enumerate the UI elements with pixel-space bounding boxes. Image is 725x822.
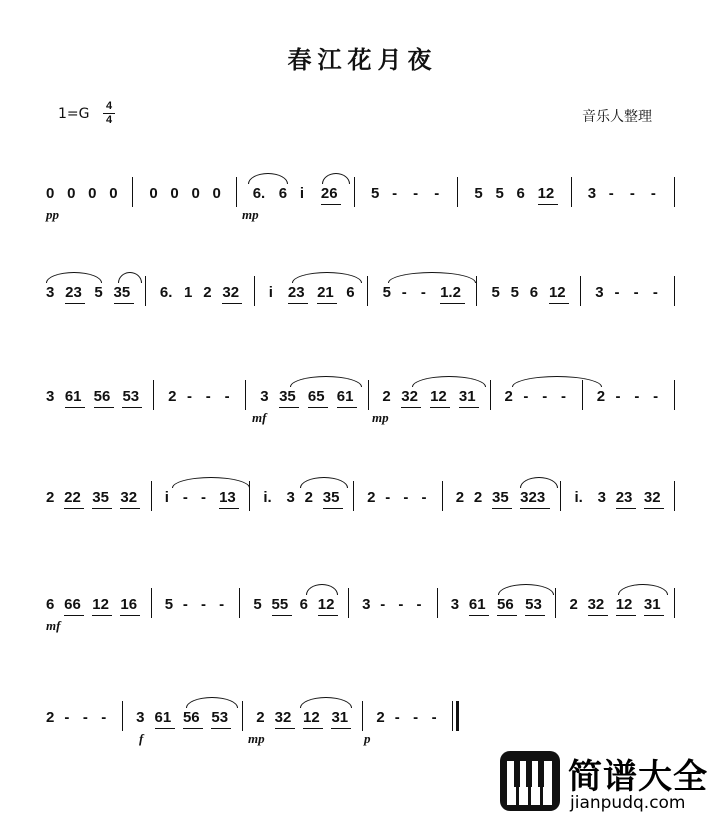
barline	[348, 588, 349, 618]
note-group: 2	[596, 388, 606, 405]
note-group: 2	[504, 388, 513, 405]
barline	[437, 588, 438, 618]
barline	[674, 276, 675, 306]
note-group: 23	[65, 284, 82, 301]
barline	[132, 177, 133, 207]
dash-sustain: -	[200, 489, 206, 506]
dash-sustain: -	[413, 185, 419, 202]
note-group: i.	[263, 489, 272, 506]
eighth-beam	[275, 728, 295, 729]
dash-sustain: -	[431, 709, 437, 726]
dynamic-marking: p	[364, 731, 371, 746]
barline	[674, 481, 675, 511]
slur-arc	[512, 376, 602, 387]
barline	[236, 177, 237, 207]
slur-arc	[300, 697, 352, 708]
eighth-beam	[64, 615, 84, 616]
dash-sustain: -	[219, 596, 225, 613]
note-group: 53	[122, 388, 140, 405]
eighth-beam	[288, 303, 308, 304]
note-group: 3	[46, 284, 55, 301]
eighth-beam	[120, 615, 140, 616]
barline	[674, 177, 675, 207]
slur-arc	[186, 697, 238, 708]
barline	[367, 276, 368, 306]
meter-bottom: 4	[105, 114, 113, 126]
barline	[245, 380, 246, 410]
note-group: 3	[597, 489, 606, 506]
slur-arc	[292, 272, 362, 283]
barline	[354, 177, 355, 207]
dash-sustain: -	[182, 596, 188, 613]
barline	[571, 177, 572, 207]
dash-sustain: -	[523, 388, 529, 405]
note-group: 56	[497, 596, 514, 613]
note-group: 32	[401, 388, 418, 405]
note-group: 2	[46, 489, 55, 506]
note-group: 0	[109, 185, 118, 202]
note-group: 6.	[252, 185, 266, 202]
dash-sustain: -	[653, 388, 659, 405]
note-group: 21	[317, 284, 334, 301]
note-group: 2	[203, 284, 212, 301]
eighth-beam	[92, 615, 112, 616]
barline	[674, 380, 675, 410]
eighth-beam	[616, 615, 636, 616]
note-group: 31	[643, 596, 661, 613]
dash-sustain: -	[542, 388, 548, 405]
eighth-beam	[65, 303, 85, 304]
note-group: 2	[168, 388, 177, 405]
eighth-beam	[492, 508, 512, 509]
eighth-beam	[430, 407, 450, 408]
barline	[555, 588, 556, 618]
dash-sustain: -	[186, 388, 192, 405]
score-title: 春江花月夜	[287, 46, 438, 74]
note-group: 0	[67, 185, 76, 202]
eighth-beam	[469, 615, 489, 616]
note-group: 61	[64, 388, 82, 405]
eighth-beam	[303, 728, 323, 729]
eighth-beam	[588, 615, 608, 616]
note-group: 5	[382, 284, 391, 301]
dash-sustain: -	[561, 388, 567, 405]
dash-sustain: -	[380, 596, 386, 613]
barline	[476, 276, 477, 306]
note-group: 3	[286, 489, 295, 506]
note-group: 22	[64, 489, 81, 506]
score-line	[0, 185, 725, 265]
note-group: 35	[322, 489, 340, 506]
note-group: 26	[320, 185, 338, 202]
note-group: 6	[346, 284, 355, 301]
eighth-beam	[525, 615, 545, 616]
note-group: 6	[299, 596, 308, 613]
note-group: 3	[362, 596, 371, 613]
dynamic-marking: mf	[46, 618, 61, 633]
note-group: 32	[274, 709, 292, 726]
note-group: 6.	[159, 284, 173, 301]
note-group: 13	[219, 489, 236, 506]
eighth-beam	[155, 728, 175, 729]
note-group: 65	[307, 388, 325, 405]
note-group: 12	[303, 709, 320, 726]
note-group: 61	[154, 709, 172, 726]
eighth-beam	[65, 407, 85, 408]
note-group: 2	[455, 489, 465, 506]
note-group: 0	[46, 185, 55, 202]
dash-sustain: -	[392, 185, 398, 202]
slur-arc	[172, 477, 250, 488]
slur-arc	[498, 584, 554, 595]
dash-sustain: -	[82, 709, 88, 726]
dash-sustain: -	[398, 596, 404, 613]
note-group: 12	[548, 284, 566, 301]
note-group: 2	[569, 596, 578, 613]
dash-sustain: -	[652, 284, 658, 301]
meter-top: 4	[105, 100, 113, 112]
note-group: 0	[212, 185, 221, 202]
dash-sustain: -	[421, 489, 427, 506]
dash-sustain: -	[634, 388, 640, 405]
dash-sustain: -	[416, 596, 422, 613]
slur-arc	[300, 477, 348, 488]
eighth-beam	[94, 407, 114, 408]
eighth-beam	[183, 728, 203, 729]
note-group: 2	[473, 489, 483, 506]
note-group: 2	[367, 489, 376, 506]
dash-sustain: -	[629, 185, 635, 202]
note-group: 53	[211, 709, 229, 726]
barline	[153, 380, 154, 410]
note-group: 0	[88, 185, 97, 202]
eighth-beam	[323, 508, 343, 509]
eighth-beam	[317, 303, 337, 304]
slur-arc	[118, 272, 142, 283]
slur-arc	[412, 376, 486, 387]
eighth-beam	[549, 303, 569, 304]
barline	[122, 701, 123, 731]
dynamic-marking: pp	[46, 207, 59, 222]
eighth-beam	[64, 508, 84, 509]
note-group: i.	[574, 489, 583, 506]
note-group: 55	[271, 596, 289, 613]
dynamic-marking: mp	[248, 731, 265, 746]
note-group: 2	[304, 489, 313, 506]
barline	[580, 276, 581, 306]
eighth-beam	[337, 407, 357, 408]
note-group: 35	[113, 284, 131, 301]
eighth-beam	[318, 615, 338, 616]
note-group: 12	[430, 388, 447, 405]
note-group: 3	[450, 596, 460, 613]
eighth-beam	[222, 303, 242, 304]
slur-arc	[46, 272, 102, 283]
eighth-beam	[644, 615, 664, 616]
note-group: 12	[615, 596, 633, 613]
note-group: 32	[643, 489, 661, 506]
barline	[490, 380, 491, 410]
note-group: 2	[376, 709, 385, 726]
eighth-beam	[616, 508, 636, 509]
note-group: 6	[278, 185, 288, 202]
note-group: 3	[46, 388, 55, 405]
barline	[457, 177, 458, 207]
barline	[145, 276, 146, 306]
dash-sustain: -	[615, 388, 621, 405]
note-group: 1	[184, 284, 193, 301]
note-group: 0	[149, 185, 158, 202]
arranger-credit: 音乐人整理	[582, 109, 652, 125]
note-group: 12	[537, 185, 555, 202]
eighth-beam	[459, 407, 479, 408]
dynamic-marking: mp	[372, 410, 389, 425]
site-watermark	[498, 749, 722, 819]
dash-sustain: -	[413, 709, 419, 726]
note-group: 31	[331, 709, 349, 726]
note-group: i	[268, 284, 273, 301]
note-group: 12	[317, 596, 335, 613]
score-line	[0, 489, 725, 569]
slur-arc	[322, 173, 350, 184]
dash-sustain: -	[650, 185, 656, 202]
slur-arc	[290, 376, 362, 387]
eighth-beam	[92, 508, 112, 509]
note-group: 5	[164, 596, 174, 613]
dash-sustain: -	[420, 284, 426, 301]
eighth-beam	[538, 204, 558, 205]
note-group: 2	[382, 388, 391, 405]
note-group: 53	[525, 596, 542, 613]
eighth-beam	[272, 615, 292, 616]
note-group: 31	[458, 388, 476, 405]
note-group: 1.2	[440, 284, 461, 301]
score-line	[0, 596, 725, 676]
barline	[254, 276, 255, 306]
note-group: 3	[136, 709, 145, 726]
score-line	[0, 388, 725, 468]
note-group: 12	[92, 596, 109, 613]
note-group: 2	[46, 709, 55, 726]
key-signature: 1=G	[58, 106, 90, 122]
note-group: 32	[120, 489, 138, 506]
dash-sustain: -	[608, 185, 614, 202]
barline	[242, 701, 243, 731]
note-group: 5	[510, 284, 519, 301]
note-group: 61	[468, 596, 486, 613]
brand-name: 简谱大全	[568, 757, 708, 797]
note-group: 6	[516, 185, 525, 202]
note-group: i	[299, 185, 304, 202]
dash-sustain: -	[434, 185, 440, 202]
dash-sustain: -	[224, 388, 230, 405]
note-group: 5	[371, 185, 380, 202]
dash-sustain: -	[401, 284, 407, 301]
note-group: 61	[336, 388, 354, 405]
note-group: 32	[222, 284, 240, 301]
slur-arc	[618, 584, 668, 595]
eighth-beam	[279, 407, 299, 408]
note-group: 35	[279, 388, 296, 405]
eighth-beam	[321, 204, 341, 205]
barline	[674, 588, 675, 618]
note-group: 5	[491, 284, 500, 301]
note-group: 5	[94, 284, 103, 301]
dash-sustain: -	[205, 388, 211, 405]
note-group: 5	[474, 185, 483, 202]
note-group: 5	[495, 185, 504, 202]
barline	[151, 481, 152, 511]
note-group: 56	[182, 709, 200, 726]
barline	[239, 588, 240, 618]
eighth-beam	[440, 303, 465, 304]
note-group: 3	[260, 388, 269, 405]
note-group: 6	[529, 284, 539, 301]
note-group: 0	[191, 185, 200, 202]
slur-arc	[248, 173, 288, 184]
note-group: 66	[64, 596, 81, 613]
final-barline	[452, 701, 459, 731]
note-group: 3	[595, 284, 604, 301]
slur-arc	[306, 584, 338, 595]
slur-arc	[388, 272, 476, 283]
dash-sustain: -	[200, 596, 206, 613]
note-group: 0	[170, 185, 179, 202]
barline	[362, 701, 363, 731]
note-group: 23	[615, 489, 633, 506]
note-group: 3	[587, 185, 597, 202]
barline	[151, 588, 152, 618]
note-group: 6	[46, 596, 55, 613]
dynamic-marking: f	[139, 731, 144, 746]
time-signature	[103, 101, 115, 126]
note-group: 56	[93, 388, 111, 405]
dash-sustain: -	[633, 284, 639, 301]
dash-sustain: -	[101, 709, 107, 726]
eighth-beam	[331, 728, 351, 729]
dash-sustain: -	[403, 489, 409, 506]
dash-sustain: -	[394, 709, 400, 726]
dash-sustain: -	[64, 709, 70, 726]
dynamic-marking: mf	[252, 410, 267, 425]
barline	[442, 481, 443, 511]
dash-sustain: -	[385, 489, 391, 506]
note-group: 5	[253, 596, 262, 613]
note-group: 35	[492, 489, 509, 506]
barline	[353, 481, 354, 511]
note-group: 23	[287, 284, 305, 301]
eighth-beam	[308, 407, 328, 408]
eighth-beam	[120, 508, 140, 509]
eighth-beam	[114, 303, 134, 304]
eighth-beam	[219, 508, 239, 509]
dash-sustain: -	[182, 489, 188, 506]
note-group: 16	[120, 596, 138, 613]
eighth-beam	[644, 508, 664, 509]
note-group: i	[164, 489, 169, 506]
eighth-beam	[520, 508, 550, 509]
note-group: 32	[587, 596, 605, 613]
piano-keys-icon	[498, 749, 562, 813]
eighth-beam	[497, 615, 517, 616]
dynamic-marking: mp	[242, 207, 259, 222]
eighth-beam	[122, 407, 142, 408]
brand-url: jianpudq.com	[570, 793, 686, 813]
eighth-beam	[401, 407, 421, 408]
slur-arc	[520, 477, 558, 488]
score-line	[0, 284, 725, 364]
note-group: 2	[256, 709, 265, 726]
dash-sustain: -	[614, 284, 620, 301]
barline	[560, 481, 561, 511]
eighth-beam	[211, 728, 231, 729]
note-group: 323	[520, 489, 546, 506]
note-group: 35	[92, 489, 109, 506]
barline	[368, 380, 369, 410]
